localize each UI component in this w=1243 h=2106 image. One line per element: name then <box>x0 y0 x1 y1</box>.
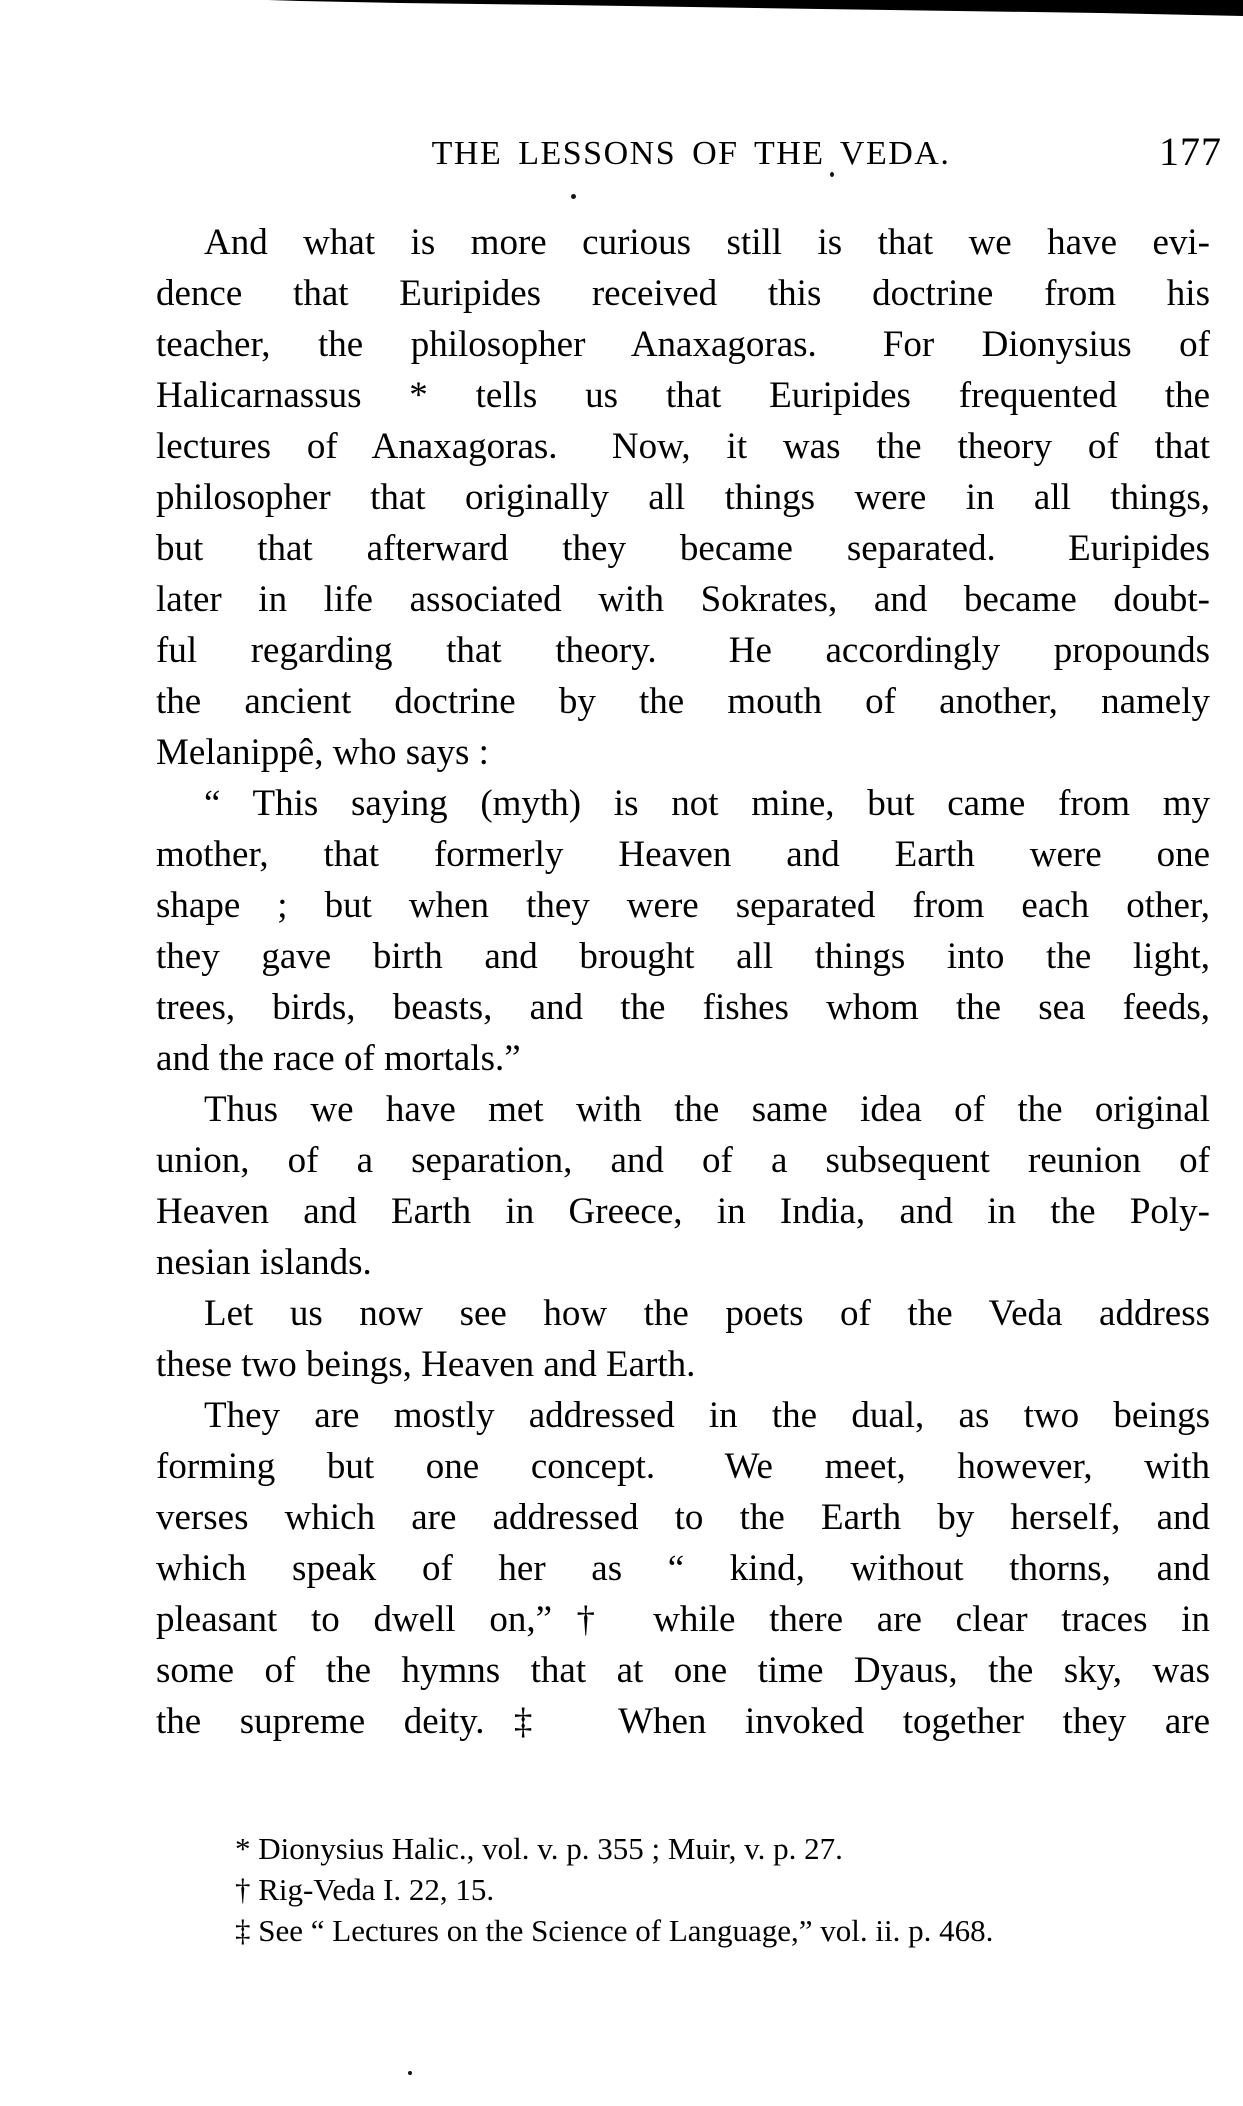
text-line: lectures of Anaxagoras. Now, it was the theory of that <box>156 426 1210 467</box>
text-line: the supreme deity.‡ When invoked together they are <box>156 1701 1210 1742</box>
text-line: ful regarding that theory. He accordingly propounds <box>156 630 1210 671</box>
text-line: verses which are addressed to the Earth by herself, and <box>156 1497 1210 1538</box>
scan-speck <box>408 2071 412 2075</box>
footnote-line: * Dionysius Halic., vol. v. p. 355 ; Muir, v. p. 27. <box>235 1831 843 1866</box>
text-line: mother, that formerly Heaven and Earth were one <box>156 834 1210 875</box>
text-line: And what is more curious still is that we have evi- <box>204 222 1210 263</box>
text-line: these two beings, Heaven and Earth. <box>156 1344 696 1385</box>
text-line: union, of a separation, and of a subsequent reunion of <box>156 1140 1210 1181</box>
text-line: nesian islands. <box>156 1242 372 1283</box>
text-line: they gave birth and brought all things into the light, <box>156 936 1210 977</box>
footnote-line: † Rig-Veda I. 22, 15. <box>235 1872 495 1907</box>
text-line: teacher, the philosopher Anaxagoras. For Dionysius of <box>156 324 1210 365</box>
text-line: shape ; but when they were separated from each other, <box>156 885 1210 926</box>
text-line: They are mostly addressed in the dual, as two beings <box>204 1395 1210 1436</box>
body-text <box>156 217 1210 1747</box>
page-title: THE LESSONS OF THE VEDA. <box>431 135 951 172</box>
text-line: Melanippê, who says : <box>156 732 489 773</box>
footnote-line: ‡ See “ Lectures on the Science of Language,” vol. ii. p. 468. <box>235 1913 994 1948</box>
text-line: Heaven and Earth in Greece, in India, and in the Poly- <box>156 1191 1210 1232</box>
scan-speck <box>571 194 576 199</box>
running-header <box>156 129 1222 177</box>
text-line: the ancient doctrine by the mouth of another, namely <box>156 681 1210 722</box>
scan-artifact-top-edge <box>0 0 1243 17</box>
text-line: Let us now see how the poets of the Veda address <box>204 1293 1210 1334</box>
text-line: trees, birds, beasts, and the fishes whom the sea feeds, <box>156 987 1210 1028</box>
text-line: pleasant to dwell on,”† while there are clear traces in <box>156 1599 1210 1640</box>
text-line: forming but one concept. We meet, however, with <box>156 1446 1210 1487</box>
text-line: Thus we have met with the same idea of the original <box>204 1089 1210 1130</box>
text-line: Halicarnassus * tells us that Euripides frequented the <box>156 375 1210 416</box>
text-line: philosopher that originally all things were in all things, <box>156 477 1210 518</box>
text-line: but that afterward they became separated. Euripides <box>156 528 1210 569</box>
text-line: and the race of mortals.” <box>156 1038 521 1079</box>
text-line: later in life associated with Sokrates, and became doubt- <box>156 579 1210 620</box>
text-line: some of the hymns that at one time Dyaus, the sky, was <box>156 1650 1210 1691</box>
text-line: “ This saying (myth) is not mine, but came from my <box>204 783 1210 824</box>
text-line: which speak of her as “ kind, without thorns, and <box>156 1548 1210 1589</box>
page-number: 177 <box>1159 129 1222 174</box>
text-line: dence that Euripides received this doctrine from his <box>156 273 1210 314</box>
footnotes <box>235 1828 1210 1951</box>
